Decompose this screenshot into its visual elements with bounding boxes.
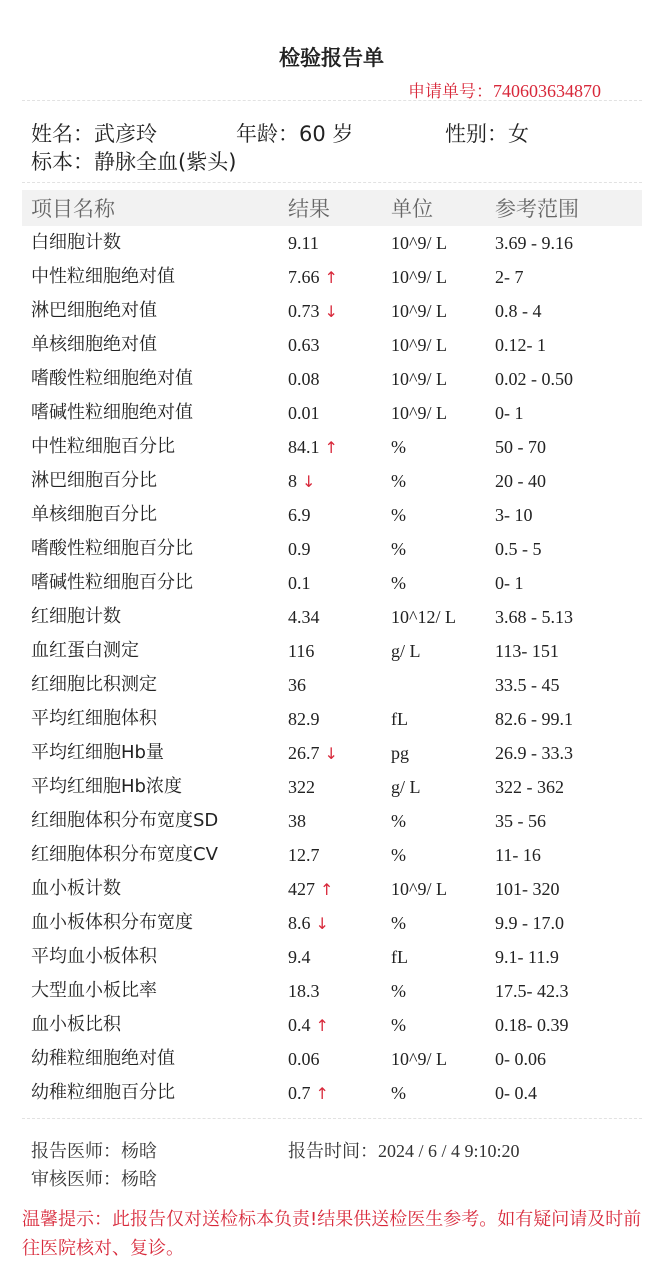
item-result bbox=[288, 1008, 329, 1043]
result-value: 82.9 bbox=[288, 709, 320, 729]
item-name: 嗜酸性粒细胞绝对值 bbox=[31, 368, 193, 389]
item-name: 幼稚粒细胞绝对值 bbox=[31, 1048, 175, 1069]
item-result bbox=[288, 702, 320, 736]
item-result bbox=[288, 634, 314, 668]
specimen-value: 静脉全血(紫头) bbox=[94, 150, 237, 174]
result-value: 0.1 bbox=[288, 573, 311, 593]
item-unit: 10^9/ L bbox=[391, 403, 447, 423]
item-result bbox=[288, 464, 315, 499]
item-result bbox=[288, 1042, 320, 1076]
item-result bbox=[288, 770, 315, 804]
item-name: 白细胞计数 bbox=[31, 232, 121, 253]
table-row bbox=[0, 668, 663, 702]
item-unit: 10^9/ L bbox=[391, 335, 447, 355]
divider bbox=[22, 182, 642, 183]
result-value: 0.08 bbox=[288, 369, 320, 389]
table-row bbox=[0, 974, 663, 1008]
header-item-name: 项目名称 bbox=[31, 197, 115, 221]
item-reference: 0- 0.06 bbox=[495, 1049, 546, 1069]
table-row bbox=[0, 464, 663, 498]
gender-value: 女 bbox=[508, 122, 529, 146]
request-number-label: 申请单号： bbox=[408, 82, 493, 102]
divider bbox=[22, 1118, 642, 1119]
table-row bbox=[0, 532, 663, 566]
patient-gender bbox=[445, 118, 529, 148]
name-value: 武彦玲 bbox=[94, 122, 157, 146]
item-name: 红细胞体积分布宽度SD bbox=[31, 810, 219, 831]
result-value: 322 bbox=[288, 777, 315, 797]
item-result bbox=[288, 838, 320, 872]
arrow-up-icon: ↑ bbox=[315, 1084, 329, 1103]
item-name: 血红蛋白测定 bbox=[31, 640, 139, 661]
item-unit: % bbox=[391, 539, 406, 559]
request-number bbox=[408, 77, 601, 102]
review-doctor-value: 杨晗 bbox=[121, 1169, 157, 1190]
item-reference: 11- 16 bbox=[495, 845, 541, 865]
item-reference: 0.18- 0.39 bbox=[495, 1015, 569, 1035]
item-result bbox=[288, 532, 311, 566]
arrow-down-icon: ↓ bbox=[302, 472, 316, 491]
table-row bbox=[0, 226, 663, 260]
arrow-up-icon: ↑ bbox=[324, 438, 338, 457]
result-value: 8 bbox=[288, 471, 297, 491]
item-reference: 26.9 - 33.3 bbox=[495, 743, 573, 763]
item-reference: 3.68 - 5.13 bbox=[495, 607, 573, 627]
item-name: 平均红细胞Hb量 bbox=[31, 742, 164, 763]
item-name: 平均血小板体积 bbox=[31, 946, 157, 967]
report-doctor-label: 报告医师： bbox=[31, 1141, 121, 1162]
item-result bbox=[288, 396, 320, 430]
item-name: 嗜碱性粒细胞绝对值 bbox=[31, 402, 193, 423]
arrow-down-icon: ↓ bbox=[324, 302, 338, 321]
item-unit: fL bbox=[391, 709, 408, 729]
name-label: 姓名： bbox=[31, 122, 94, 146]
arrow-down-icon: ↓ bbox=[315, 914, 329, 933]
item-reference: 3.69 - 9.16 bbox=[495, 233, 573, 253]
item-name: 大型血小板比率 bbox=[31, 980, 157, 1001]
review-doctor bbox=[31, 1165, 157, 1191]
item-unit: % bbox=[391, 845, 406, 865]
gender-label: 性别： bbox=[445, 122, 508, 146]
table-row bbox=[0, 1008, 663, 1042]
age-value: 60 岁 bbox=[299, 122, 354, 146]
item-reference: 0- 1 bbox=[495, 403, 524, 423]
item-unit: % bbox=[391, 573, 406, 593]
table-row bbox=[0, 260, 663, 294]
item-unit: % bbox=[391, 811, 406, 831]
item-reference: 322 - 362 bbox=[495, 777, 564, 797]
table-row bbox=[0, 702, 663, 736]
item-unit: 10^9/ L bbox=[391, 233, 447, 253]
table-row bbox=[0, 736, 663, 770]
item-reference: 0.8 - 4 bbox=[495, 301, 542, 321]
item-unit: pg bbox=[391, 743, 409, 763]
item-result bbox=[288, 498, 311, 532]
item-reference: 0- 1 bbox=[495, 573, 524, 593]
item-name: 单核细胞百分比 bbox=[31, 504, 157, 525]
item-name: 中性粒细胞百分比 bbox=[31, 436, 175, 457]
item-unit: % bbox=[391, 471, 406, 491]
item-reference: 0.02 - 0.50 bbox=[495, 369, 573, 389]
item-name: 嗜碱性粒细胞百分比 bbox=[31, 572, 193, 593]
item-name: 血小板比积 bbox=[31, 1014, 121, 1035]
item-name: 血小板体积分布宽度 bbox=[31, 912, 193, 933]
item-name: 红细胞比积测定 bbox=[31, 674, 157, 695]
item-name: 中性粒细胞绝对值 bbox=[31, 266, 175, 287]
table-row bbox=[0, 634, 663, 668]
item-name: 红细胞计数 bbox=[31, 606, 121, 627]
item-result bbox=[288, 804, 306, 838]
item-unit: 10^9/ L bbox=[391, 369, 447, 389]
age-label: 年龄： bbox=[236, 122, 299, 146]
item-reference: 2- 7 bbox=[495, 267, 524, 287]
patient-age bbox=[236, 118, 353, 148]
item-unit: g/ L bbox=[391, 641, 421, 661]
item-reference: 0.5 - 5 bbox=[495, 539, 542, 559]
item-reference: 101- 320 bbox=[495, 879, 560, 899]
item-reference: 17.5- 42.3 bbox=[495, 981, 569, 1001]
item-unit: % bbox=[391, 1083, 406, 1103]
table-row bbox=[0, 872, 663, 906]
result-value: 38 bbox=[288, 811, 306, 831]
report-time-label: 报告时间： bbox=[288, 1141, 378, 1162]
result-value: 9.11 bbox=[288, 233, 319, 253]
result-value: 0.9 bbox=[288, 539, 311, 559]
report-doctor-value: 杨晗 bbox=[121, 1141, 157, 1162]
table-row bbox=[0, 396, 663, 430]
table-row bbox=[0, 838, 663, 872]
item-reference: 0- 0.4 bbox=[495, 1083, 537, 1103]
header-unit: 单位 bbox=[391, 197, 433, 221]
arrow-down-icon: ↓ bbox=[324, 744, 338, 763]
item-unit: % bbox=[391, 913, 406, 933]
item-reference: 82.6 - 99.1 bbox=[495, 709, 573, 729]
item-result bbox=[288, 668, 306, 702]
item-unit: 10^9/ L bbox=[391, 879, 447, 899]
item-unit: 10^9/ L bbox=[391, 301, 447, 321]
report-time bbox=[288, 1137, 520, 1163]
header-reference: 参考范围 bbox=[495, 197, 579, 221]
item-name: 血小板计数 bbox=[31, 878, 121, 899]
item-result bbox=[288, 906, 329, 941]
item-name: 淋巴细胞绝对值 bbox=[31, 300, 157, 321]
item-unit: % bbox=[391, 437, 406, 457]
divider bbox=[22, 100, 642, 101]
item-reference: 9.1- 11.9 bbox=[495, 947, 559, 967]
item-result bbox=[288, 430, 338, 465]
report-doctor bbox=[31, 1137, 157, 1163]
item-unit: 10^9/ L bbox=[391, 267, 447, 287]
item-result bbox=[288, 566, 311, 600]
result-value: 0.01 bbox=[288, 403, 320, 423]
request-number-value: 740603634870 bbox=[493, 81, 601, 101]
specimen bbox=[31, 146, 236, 176]
table-row bbox=[0, 770, 663, 804]
item-name: 幼稚粒细胞百分比 bbox=[31, 1082, 175, 1103]
result-value: 84.1 bbox=[288, 437, 320, 457]
table-row bbox=[0, 940, 663, 974]
table-row bbox=[0, 430, 663, 464]
item-reference: 0.12- 1 bbox=[495, 335, 546, 355]
table-row bbox=[0, 328, 663, 362]
table-row bbox=[0, 566, 663, 600]
result-value: 0.73 bbox=[288, 301, 320, 321]
result-value: 4.34 bbox=[288, 607, 320, 627]
item-result bbox=[288, 226, 319, 260]
item-name: 淋巴细胞百分比 bbox=[31, 470, 157, 491]
item-name: 嗜酸性粒细胞百分比 bbox=[31, 538, 193, 559]
notice-text: 温馨提示：此报告仅对送检标本负责!结果供送检医生参考。如有疑问请及时前往医院核对、复诊。 bbox=[22, 1209, 642, 1259]
result-value: 12.7 bbox=[288, 845, 320, 865]
item-name: 红细胞体积分布宽度CV bbox=[31, 844, 218, 865]
item-result bbox=[288, 328, 320, 362]
item-unit: % bbox=[391, 505, 406, 525]
item-result bbox=[288, 362, 320, 396]
arrow-up-icon: ↑ bbox=[320, 880, 334, 899]
item-name: 平均红细胞Hb浓度 bbox=[31, 776, 182, 797]
report-title: 检验报告单 bbox=[279, 46, 384, 70]
result-value: 427 bbox=[288, 879, 315, 899]
item-result bbox=[288, 294, 338, 329]
result-value: 36 bbox=[288, 675, 306, 695]
item-result bbox=[288, 974, 320, 1008]
item-result bbox=[288, 940, 311, 974]
result-value: 116 bbox=[288, 641, 315, 661]
table-row bbox=[0, 1042, 663, 1076]
item-unit: g/ L bbox=[391, 777, 421, 797]
item-reference: 33.5 - 45 bbox=[495, 675, 560, 695]
table-row bbox=[0, 804, 663, 838]
report-time-value: 2024 / 6 / 4 9:10:20 bbox=[378, 1141, 520, 1161]
item-name: 平均红细胞体积 bbox=[31, 708, 157, 729]
item-result bbox=[288, 872, 333, 907]
item-unit: fL bbox=[391, 947, 408, 967]
item-unit: % bbox=[391, 1015, 406, 1035]
result-value: 18.3 bbox=[288, 981, 320, 1001]
table-row bbox=[0, 362, 663, 396]
table-row bbox=[0, 906, 663, 940]
review-doctor-label: 审核医师： bbox=[31, 1169, 121, 1190]
result-value: 0.63 bbox=[288, 335, 320, 355]
item-reference: 113- 151 bbox=[495, 641, 559, 661]
item-reference: 9.9 - 17.0 bbox=[495, 913, 564, 933]
patient-name bbox=[31, 118, 157, 148]
table-row bbox=[0, 600, 663, 634]
result-value: 7.66 bbox=[288, 267, 320, 287]
specimen-label: 标本： bbox=[31, 150, 94, 174]
result-value: 0.7 bbox=[288, 1083, 311, 1103]
result-value: 0.06 bbox=[288, 1049, 320, 1069]
result-value: 9.4 bbox=[288, 947, 311, 967]
arrow-up-icon: ↑ bbox=[315, 1016, 329, 1035]
item-unit: 10^12/ L bbox=[391, 607, 456, 627]
item-result bbox=[288, 736, 338, 771]
table-row bbox=[0, 1076, 663, 1110]
table-row bbox=[0, 294, 663, 328]
item-result bbox=[288, 260, 338, 295]
item-reference: 35 - 56 bbox=[495, 811, 546, 831]
table-row bbox=[0, 498, 663, 532]
item-unit: 10^9/ L bbox=[391, 1049, 447, 1069]
item-name: 单核细胞绝对值 bbox=[31, 334, 157, 355]
item-result bbox=[288, 600, 320, 634]
result-value: 6.9 bbox=[288, 505, 311, 525]
item-reference: 3- 10 bbox=[495, 505, 533, 525]
item-reference: 20 - 40 bbox=[495, 471, 546, 491]
arrow-up-icon: ↑ bbox=[324, 268, 338, 287]
item-result bbox=[288, 1076, 329, 1111]
result-value: 0.4 bbox=[288, 1015, 311, 1035]
result-value: 8.6 bbox=[288, 913, 311, 933]
result-value: 26.7 bbox=[288, 743, 320, 763]
header-result: 结果 bbox=[288, 197, 330, 221]
item-unit: % bbox=[391, 981, 406, 1001]
item-reference: 50 - 70 bbox=[495, 437, 546, 457]
